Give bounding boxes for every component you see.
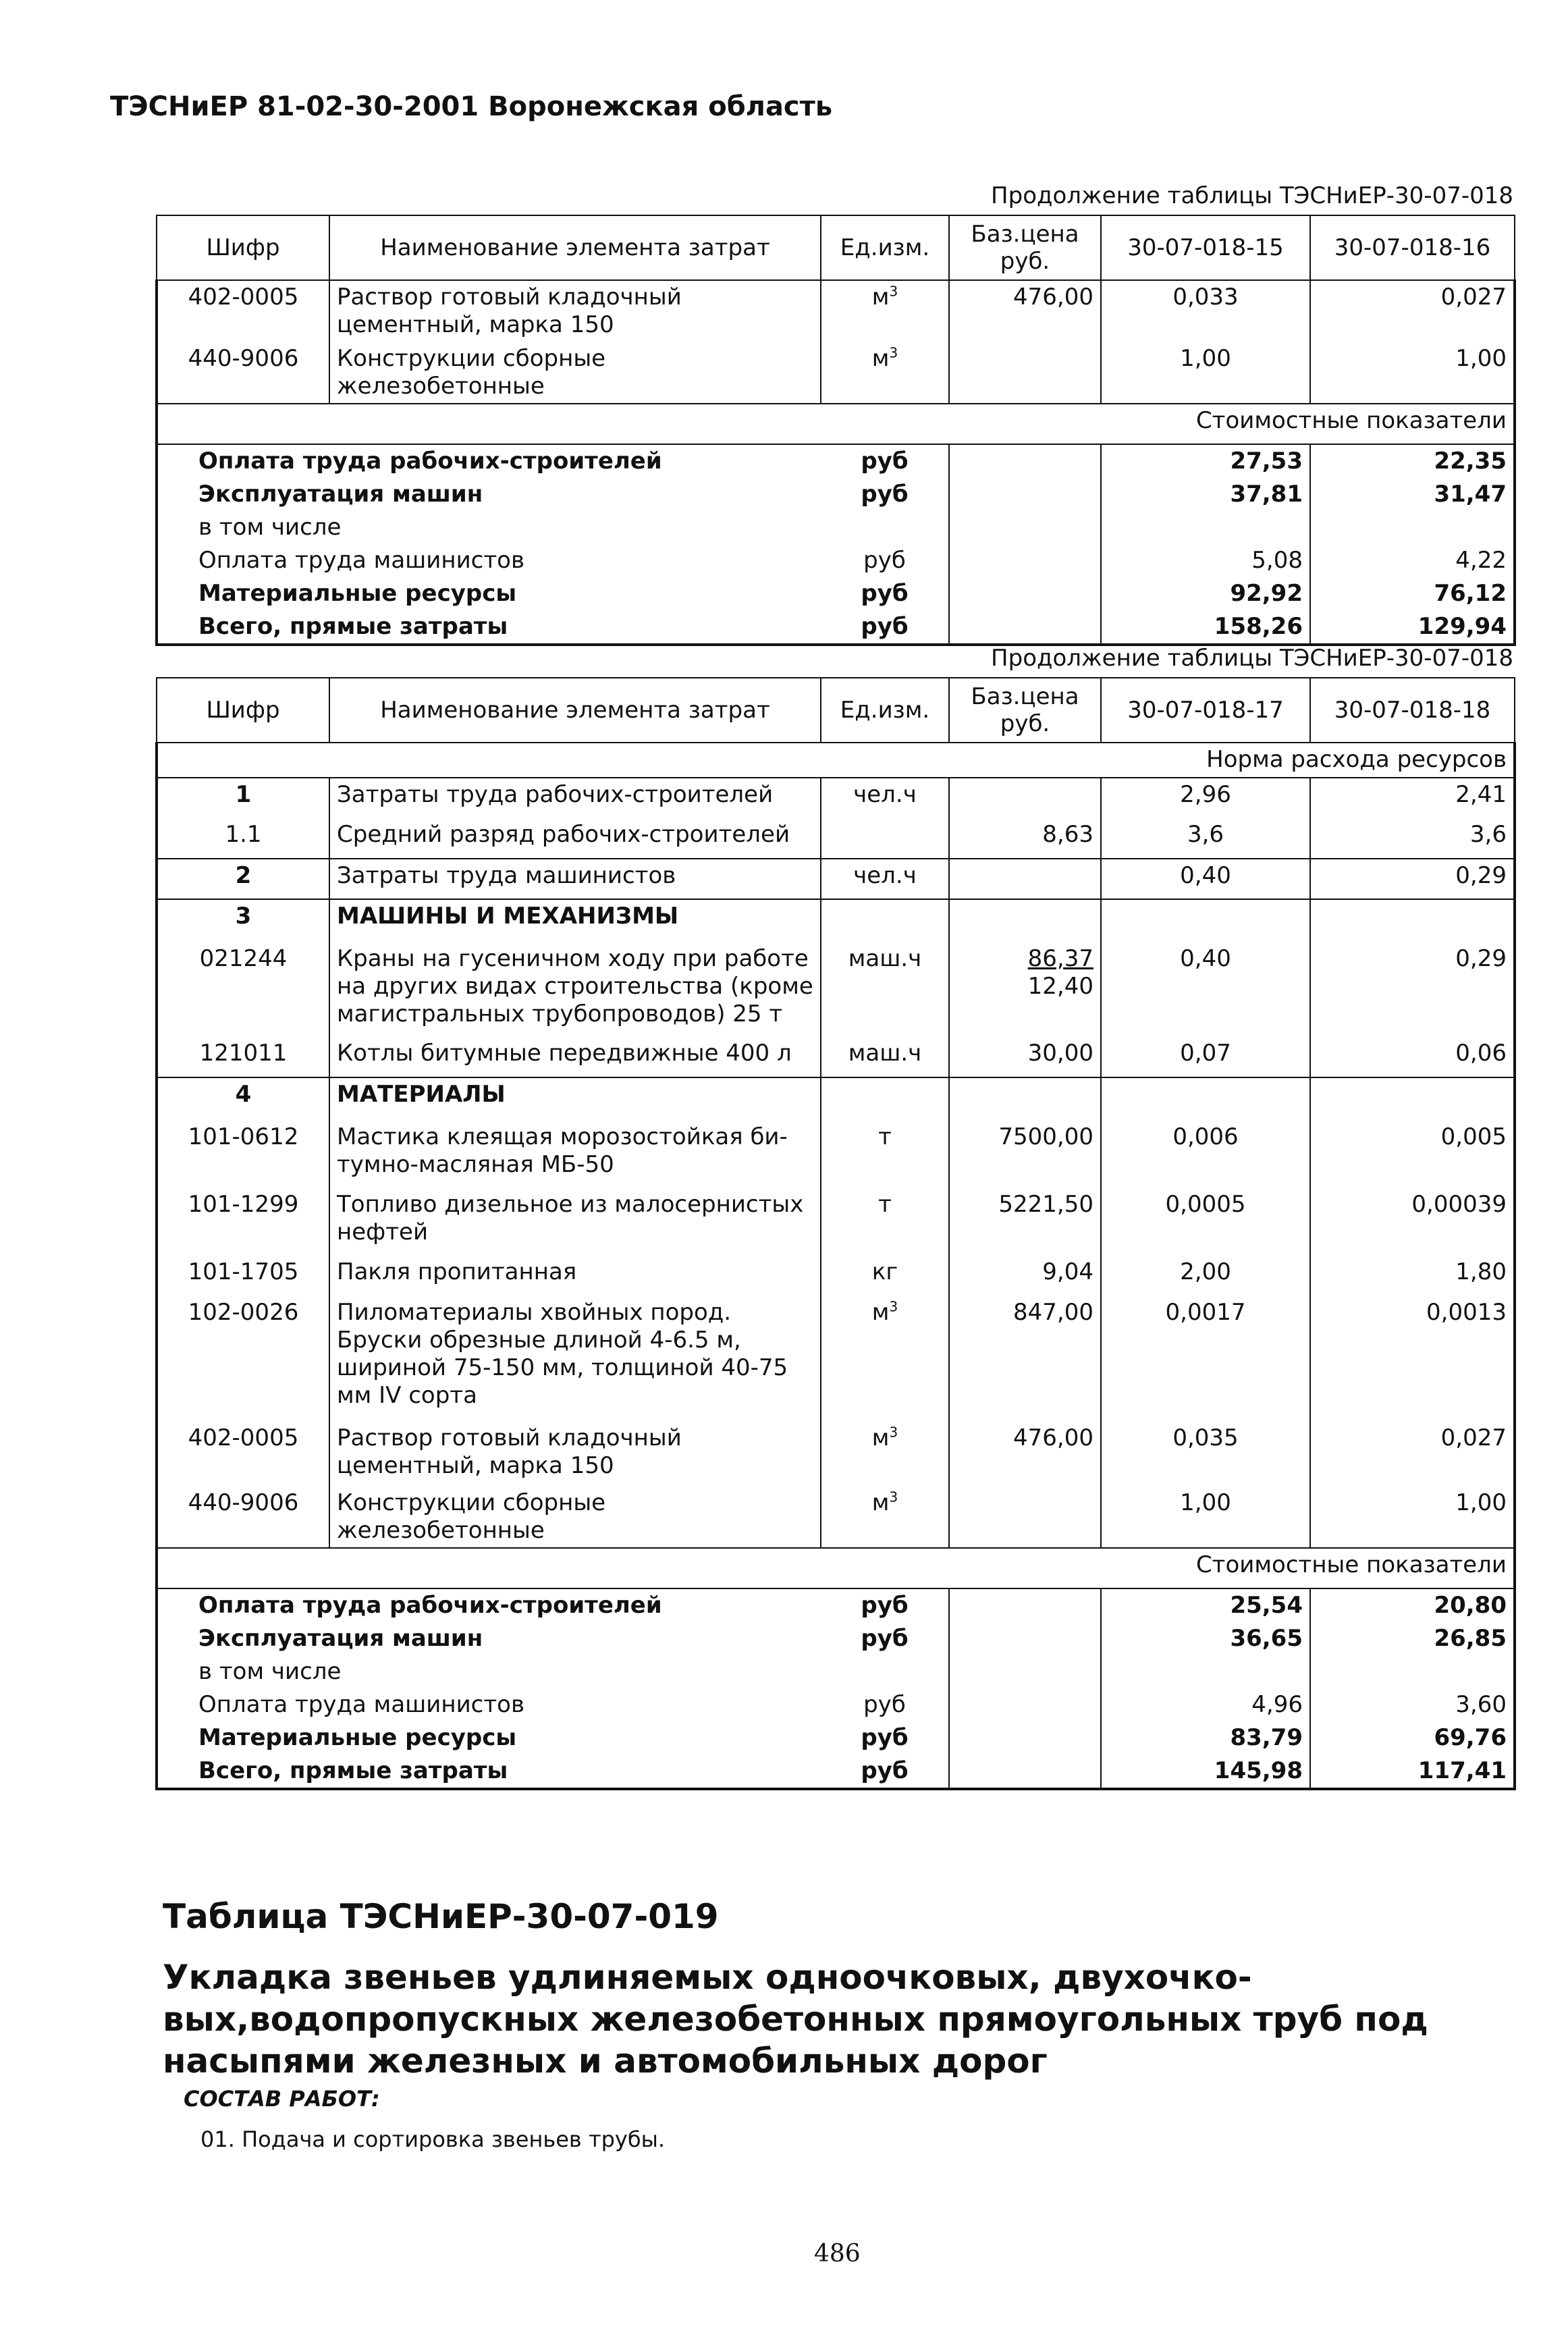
row-price: 476,00: [949, 1422, 1101, 1487]
cost-label: Стоимостные показатели: [1101, 404, 1515, 444]
cost-row: [157, 544, 1515, 577]
row-name: Затраты труда машинистов: [329, 859, 821, 899]
row-code: 121011: [157, 1037, 329, 1077]
cost-row: [157, 1755, 1515, 1789]
row-price: 30,00: [949, 1037, 1101, 1077]
page-header: ТЭСНиЕР 81-02-30-2001 Воронежская область: [110, 91, 833, 122]
cost-label: Стоимостные показатели: [1101, 1548, 1515, 1588]
table-row: [157, 778, 1515, 818]
table2-header-row: [157, 678, 1515, 743]
row-price: [949, 1487, 1101, 1548]
row-v2: 0,29: [1310, 859, 1515, 899]
cost-unit: руб: [861, 1592, 909, 1619]
row-name: Раствор готовый кладочный цементный, марка 150: [329, 1422, 821, 1487]
cost-row: [157, 1655, 1515, 1688]
cost-row: [157, 1688, 1515, 1721]
row-price-main: 86,37: [1027, 945, 1093, 972]
cost-row: [157, 577, 1515, 610]
row-v1: 0,40: [1101, 859, 1310, 899]
cost-unit: [821, 511, 949, 544]
row-unit: чел.ч: [821, 778, 949, 818]
row-code: 402-0005: [157, 1422, 329, 1487]
table-row: [157, 1256, 1515, 1296]
cost-label-row: [157, 1548, 1515, 1588]
row-code: 4: [157, 1077, 329, 1121]
cost-v2: 31,47: [1310, 478, 1515, 511]
cost-v2: 69,76: [1310, 1721, 1515, 1755]
cost-name: Всего, прямые затраты: [157, 610, 821, 645]
row-v2: 2,41: [1310, 778, 1515, 818]
row-name: Конструкции сборные железобетонные: [329, 342, 821, 404]
cost-row: [157, 444, 1515, 478]
table2: [155, 677, 1516, 1790]
row-v2: 1,80: [1310, 1256, 1515, 1296]
row-v1: 0,035: [1101, 1422, 1310, 1487]
row-unit: т: [821, 1121, 949, 1188]
row-code: 101-0612: [157, 1121, 329, 1188]
row-v2: 3,6: [1310, 818, 1515, 859]
table-row: [157, 1487, 1515, 1548]
table-row: [157, 1422, 1515, 1487]
row-code: 101-1299: [157, 1188, 329, 1256]
col-header-name: Наименование элемента затрат: [329, 215, 821, 280]
cost-name: Оплата труда машинистов: [157, 1688, 821, 1721]
cost-v2: 76,12: [1310, 577, 1515, 610]
row-v2: 1,00: [1310, 1487, 1515, 1548]
row-price: 847,00: [949, 1296, 1101, 1422]
row-price: 476,00: [949, 280, 1101, 342]
row-unit: маш.ч: [821, 942, 949, 1037]
row-code: 1.1: [157, 818, 329, 859]
cost-name: в том числе: [157, 511, 821, 544]
col-header-name: Наименование элемента затрат: [329, 678, 821, 743]
row-name: Пакля пропитанная: [329, 1256, 821, 1296]
row-v2: 0,027: [1310, 1422, 1515, 1487]
row-unit: $м^3$: [821, 342, 949, 404]
cost-v1: 145,98: [1101, 1755, 1310, 1789]
table-row: [157, 342, 1515, 404]
cost-name: в том числе: [157, 1655, 821, 1688]
row-v1: 3,6: [1101, 818, 1310, 859]
norm-label-row: [157, 743, 1515, 778]
row-name: МАШИНЫ И МЕХАНИЗМЫ: [329, 899, 821, 942]
table-row: [157, 1077, 1515, 1121]
row-v2: 0,29: [1310, 942, 1515, 1037]
cost-name: Оплата труда рабочих-строителей: [157, 1588, 821, 1622]
col-header-unit: Ед.изм.: [821, 678, 949, 743]
row-name: Котлы битумные передвижные 400 л: [329, 1037, 821, 1077]
cost-name: Оплата труда машинистов: [157, 544, 821, 577]
cost-row: [157, 1622, 1515, 1655]
col-header-v2: 30-07-018-16: [1310, 215, 1515, 280]
table-row: [157, 1296, 1515, 1422]
cost-row: [157, 1588, 1515, 1622]
row-v2: 0,005: [1310, 1121, 1515, 1188]
row-name: Затраты труда рабочих-строителей: [329, 778, 821, 818]
row-v1: 2,00: [1101, 1256, 1310, 1296]
row-unit: [821, 818, 949, 859]
row-v1: 0,0005: [1101, 1188, 1310, 1256]
table-row: [157, 942, 1515, 1037]
cost-unit: руб: [821, 610, 949, 645]
row-name: Мастика клеящая морозостойкая би-тумно-масляная МБ-50: [329, 1121, 821, 1188]
col-header-code: Шифр: [157, 678, 329, 743]
cost-v2: 3,60: [1310, 1688, 1515, 1721]
row-price: 7500,00: [949, 1121, 1101, 1188]
cost-unit: руб: [861, 580, 909, 607]
cost-v1: 92,92: [1101, 577, 1310, 610]
cost-v2: 117,41: [1310, 1755, 1515, 1789]
table1: [155, 215, 1516, 646]
cost-name: Оплата труда рабочих-строителей: [157, 444, 821, 478]
cost-v2: 4,22: [1310, 544, 1515, 577]
row-price: [949, 342, 1101, 404]
works-label: СОСТАВ РАБОТ:: [184, 2086, 380, 2112]
table-row: [157, 818, 1515, 859]
row-name: Топливо дизельное из малосернистых нефтей: [329, 1188, 821, 1256]
table-row: [157, 1121, 1515, 1188]
cost-v2: 20,80: [1310, 1588, 1515, 1622]
row-unit: $м^3$: [821, 280, 949, 342]
row-v2: 1,00: [1310, 342, 1515, 404]
cost-v2: 22,35: [1310, 444, 1515, 478]
row-v1: 0,006: [1101, 1121, 1310, 1188]
row-v1: 0,033: [1101, 280, 1310, 342]
cost-v1: 5,08: [1101, 544, 1310, 577]
row-v1: 0,40: [1101, 942, 1310, 1037]
cost-unit: руб: [821, 1755, 949, 1789]
cost-unit: руб: [861, 1625, 909, 1652]
col-header-v1: 30-07-018-17: [1101, 678, 1310, 743]
row-v2: 0,0013: [1310, 1296, 1515, 1422]
row-code: 440-9006: [157, 342, 329, 404]
cost-v2: [1310, 511, 1515, 544]
cost-v1: [1101, 1655, 1310, 1688]
cost-v2: [1310, 1655, 1515, 1688]
row-v1: 2,96: [1101, 778, 1310, 818]
row-unit: т: [821, 1188, 949, 1256]
page-number: 486: [814, 2240, 861, 2268]
row-price: 9,04: [949, 1256, 1101, 1296]
cost-v2: 26,85: [1310, 1622, 1515, 1655]
row-name: Конструкции сборные железобетонные: [329, 1487, 821, 1548]
cost-v1: 36,65: [1101, 1622, 1310, 1655]
row-code: 021244: [157, 942, 329, 1037]
row-unit: $м^3$: [821, 1487, 949, 1548]
table-row: [157, 1188, 1515, 1256]
cost-row: [157, 1721, 1515, 1755]
col-header-v2: 30-07-018-18: [1310, 678, 1515, 743]
row-price: [949, 859, 1101, 899]
row-price: [949, 778, 1101, 818]
row-code: 402-0005: [157, 280, 329, 342]
row-name: Краны на гусеничном ходу при работе на других видах строительства (кроме магистральных трубопроводов) 25 т: [329, 942, 821, 1037]
row-v2: 0,00039: [1310, 1188, 1515, 1256]
table-row: [157, 899, 1515, 942]
table-row: [157, 859, 1515, 899]
cost-name: Материальные ресурсы: [157, 1721, 821, 1755]
cost-row: [157, 511, 1515, 544]
section-subtitle: Укладка звеньев удлиняемых одноочковых, двухочко-вых,водопропускных железобетонных прямоугольных труб под насыпями железных и автомобильных дорог: [163, 1958, 1428, 2081]
row-code: 101-1705: [157, 1256, 329, 1296]
row-v1: 1,00: [1101, 342, 1310, 404]
cost-name: Эксплуатация машин: [157, 478, 821, 511]
row-price: 8,63: [949, 818, 1101, 859]
row-name: Средний разряд рабочих-строителей: [329, 818, 821, 859]
norm-label: Норма расхода ресурсов: [1101, 743, 1515, 778]
row-price: [949, 942, 1101, 1037]
row-price: 5221,50: [949, 1188, 1101, 1256]
section-title: Таблица ТЭСНиЕР-30-07-019: [163, 1897, 719, 1936]
row-name: Раствор готовый кладочный цементный, марка 150: [329, 280, 821, 342]
row-v1: 1,00: [1101, 1487, 1310, 1548]
cost-unit: руб: [861, 481, 909, 508]
cost-unit: руб: [861, 448, 909, 475]
works-item: 01. Подача и сортировка звеньев трубы.: [200, 2127, 665, 2152]
cost-unit: руб: [863, 547, 906, 574]
cost-unit: [821, 1655, 949, 1688]
row-v2: 0,027: [1310, 280, 1515, 342]
table-row: [157, 1037, 1515, 1077]
cost-v1: 83,79: [1101, 1721, 1310, 1755]
row-v2: 0,06: [1310, 1037, 1515, 1077]
table-row: [157, 280, 1515, 342]
col-header-price: Баз.цена руб.: [949, 215, 1101, 280]
cost-v2: 129,94: [1310, 610, 1515, 645]
row-name: МАТЕРИАЛЫ: [329, 1077, 821, 1121]
row-unit: кг: [821, 1256, 949, 1296]
row-name: Пиломатериалы хвойных пород. Бруски обрезные длиной 4-6.5 м, шириной 75-150 мм, толщиной 40-75 мм IV сорта: [329, 1296, 821, 1422]
cost-v1: 37,81: [1101, 478, 1310, 511]
cost-name: Эксплуатация машин: [157, 1622, 821, 1655]
row-v1: 0,07: [1101, 1037, 1310, 1077]
cost-row: [157, 478, 1515, 511]
cost-v1: 27,53: [1101, 444, 1310, 478]
cost-v1: 158,26: [1101, 610, 1310, 645]
col-header-price: Баз.цена руб.: [949, 678, 1101, 743]
cost-name: Всего, прямые затраты: [157, 1755, 821, 1789]
row-code: 3: [157, 899, 329, 942]
cost-unit: руб: [863, 1691, 906, 1718]
cost-v1: 25,54: [1101, 1588, 1310, 1622]
cost-unit: руб: [861, 1724, 909, 1751]
col-header-v1: 30-07-018-15: [1101, 215, 1310, 280]
row-v1: 0,0017: [1101, 1296, 1310, 1422]
table2-caption: Продолжение таблицы ТЭСНиЕР-30-07-018: [991, 645, 1513, 672]
row-price-secondary: 12,40: [1027, 973, 1093, 1000]
table1-header-row: [157, 215, 1515, 280]
cost-row: [157, 610, 1515, 645]
row-code: 2: [157, 859, 329, 899]
row-code: 102-0026: [157, 1296, 329, 1422]
row-unit: маш.ч: [821, 1037, 949, 1077]
cost-label-row: [157, 404, 1515, 444]
row-unit: $м^3$: [821, 1422, 949, 1487]
table1-caption: Продолжение таблицы ТЭСНиЕР-30-07-018: [991, 182, 1513, 209]
col-header-unit: Ед.изм.: [821, 215, 949, 280]
cost-v1: 4,96: [1101, 1688, 1310, 1721]
row-unit: чел.ч: [821, 859, 949, 899]
row-code: 440-9006: [157, 1487, 329, 1548]
cost-name: Материальные ресурсы: [157, 577, 821, 610]
cost-v1: [1101, 511, 1310, 544]
row-code: 1: [157, 778, 329, 818]
col-header-code: Шифр: [157, 215, 329, 280]
row-unit: $м^3$: [821, 1296, 949, 1422]
